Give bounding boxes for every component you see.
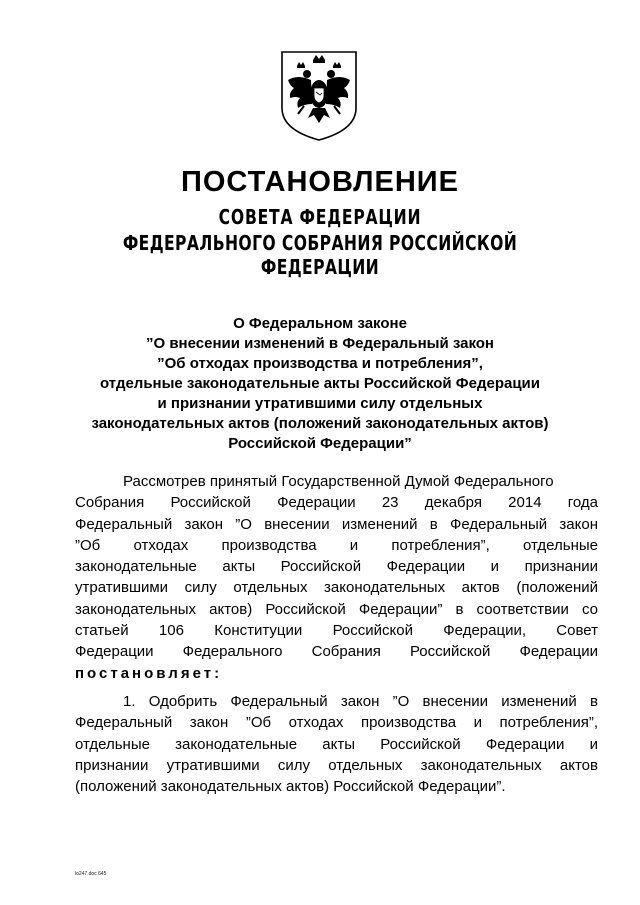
preamble-line: ”Об отходах производства и потребления”, отдельные [75,536,598,554]
point-line: Федеральный закон ”Об отходах производства и потребления”, [75,714,598,732]
point-line: признании утратившими силу отдельных законодательных актов [75,756,598,774]
decree-word: постановляет: [75,664,223,682]
preamble-line: утратившими силу отдельных законодательных актов (положений [75,579,598,597]
point-line: (положений законодательных актов) Российской Федерации”. [75,778,506,796]
subject-line: О Федеральном законе [233,315,407,332]
preamble-line: Рассмотрев принятый Государственной Думой Федерального [123,473,554,490]
point-line: отдельные законодательные акты Российской Федерации и [75,735,598,753]
preamble-line: Собрания Российской Федерации 23 декабря 2014 года [75,494,598,512]
resolution-point-1 [75,691,598,797]
subject-line: Российской Федерации” [228,435,412,452]
issuing-body-line-2: ФЕДЕРАЛЬНОГО СОБРАНИЯ РОССИЙСКОЙ ФЕДЕРАЦИИ [122,231,518,279]
point-line: 1. Одобрить Федеральный закон ”О внесении изменений в [123,693,598,710]
subject-line: отдельные законодательные акты Российской Федерации [100,375,540,392]
preamble-line: законодательных актов) Российской Федерации” в соответствии со [75,600,598,618]
preamble-paragraph [75,471,598,684]
subject-line: ”О внесении изменений в Федеральный закон [146,335,494,352]
preamble-line: Федерации Федерального Собрания Российской Федерации [75,643,598,661]
subject-line: законодательных актов (положений законодательных актов) [91,415,549,432]
file-code: lo247.doc 645 [75,871,107,877]
subject-line: и признании утратившими силу отдельных [157,395,483,412]
document-type-title: ПОСТАНОВЛЕНИЕ [181,166,459,198]
preamble-line: законодательные акты Российской Федерации и признании [75,558,598,576]
issuing-body-line-1: СОВЕТА ФЕДЕРАЦИИ [218,205,422,229]
preamble-line: статьей 106 Конституции Российской Федерации, Совет [75,622,598,640]
coat-of-arms-icon [280,50,358,142]
document-subject [60,314,580,454]
subject-line: ”Об отходах производства и потребления”, [157,355,483,372]
preamble-line: Федеральный закон ”О внесении изменений в Федеральный закон [75,515,598,533]
